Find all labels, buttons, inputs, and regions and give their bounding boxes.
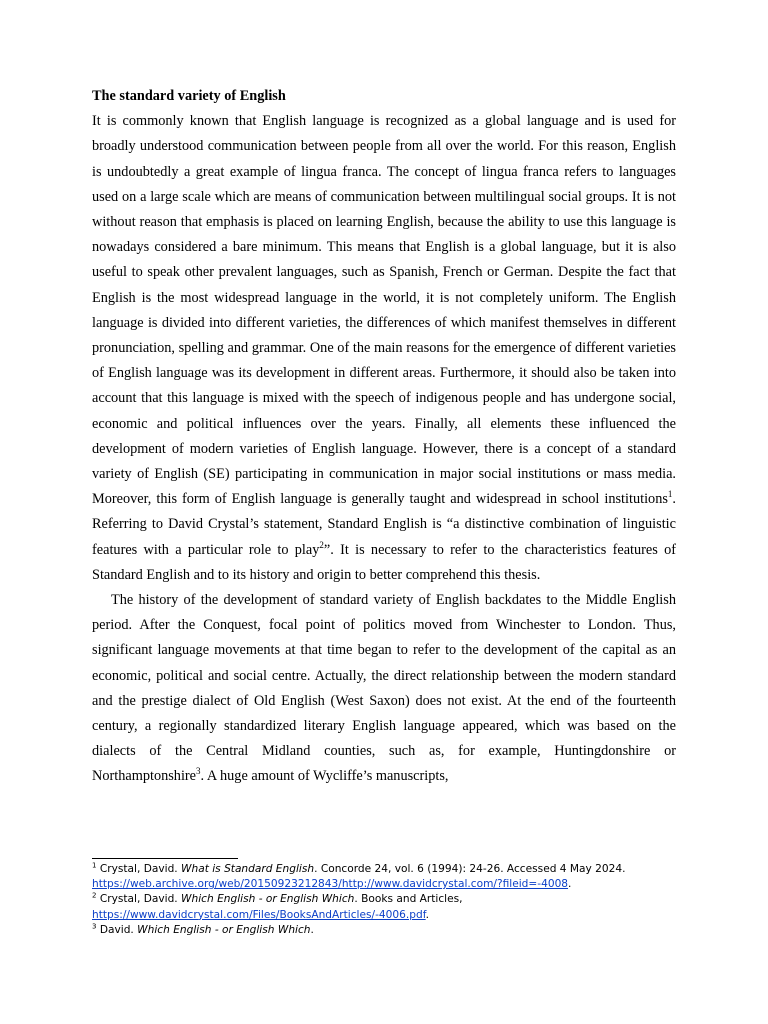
document-body <box>92 84 676 790</box>
footnote-3-title: Which English - or English Which <box>137 923 311 936</box>
paragraph-1-text-b: . Referring to David Crystal’s statement, Standard English is “a distinctive combination of linguistic features with a particular role to play <box>92 491 676 558</box>
footnote-3-author: David. <box>96 923 138 936</box>
footnote-3 <box>92 923 676 938</box>
paragraph-1 <box>92 109 676 588</box>
paragraph-1-text-c: ”. It is necessary to refer to the characteristics features of Standard English and to its history and origin to better comprehend this thesis. <box>92 541 677 583</box>
section-heading: The standard variety of English <box>92 88 286 104</box>
footnotes <box>92 862 676 938</box>
footnote-1-link[interactable]: https://web.archive.org/web/20150923212843/http://www.davidcrystal.com/?fileid=-4008 <box>92 878 569 891</box>
footnote-2-link[interactable]: https://www.davidcrystal.com/Files/BooksAndArticles/-4006.pdf <box>92 908 426 921</box>
footnote-number-1: 1 <box>92 861 97 870</box>
footnote-2 <box>92 892 676 922</box>
footnote-1-tail: . <box>568 878 572 891</box>
footnote-2-tail: . <box>425 908 430 921</box>
footnote-1-details: . Concorde 24, vol. 6 (1994): 24-26. Accessed 4 May 2024. <box>314 863 626 875</box>
footnote-3-details: . <box>310 923 314 936</box>
footnote-1-author: Crystal, David. <box>96 863 182 875</box>
footnote-1-title: What is Standard English <box>181 863 315 875</box>
footnote-ref-3[interactable]: 3 <box>196 766 201 777</box>
paragraph-2 <box>92 588 676 790</box>
footnote-2-details: . Books and Articles, <box>354 893 463 906</box>
footnote-number-2: 2 <box>92 891 97 900</box>
footnote-separator <box>92 858 238 859</box>
footnote-ref-1[interactable]: 1 <box>667 489 673 500</box>
footnote-1 <box>92 862 676 892</box>
paragraph-2-text-b: . A huge amount of Wycliffe’s manuscripts, <box>200 768 449 785</box>
footnote-ref-2[interactable]: 2 <box>319 539 324 550</box>
footnote-number-3: 3 <box>92 922 97 931</box>
footnote-2-author: Crystal, David. <box>96 893 182 906</box>
footnote-2-title: Which English - or English Which <box>181 893 355 906</box>
paragraph-1-text-a: It is commonly known that English language is recognized as a global language and is used for broadly understood communication between people from all over the world. For this reason, English is undoubtedly a great example of lingua franca. The concept of lingua franca refers to languages used on a large scale which are means of communication between multilingual social groups. It is not without reason that emphasis is placed on learning English, because the ability to use this language is nowadays considered a bare minimum. This means that English is a global language, but it is also useful to speak other prevalent languages, such as Spanish, French or German. Despite the fact that English is the most widespread language in the world, it is not completely uniform. The English language is divided into different varieties, the differences of which manifest themselves in different pronunciation, spelling and grammar. One of the main reasons for the emergence of different varieties of English language was its development in different areas. Furthermore, it should also be taken into account that this language is mixed with the speech of indigenous people and has undergone social, economic and political influences over the years. Finally, all elements these influenced the development of modern varieties of English language. However, there is a concept of a standard variety of English (SE) participating in communication in major social institutions or mass media. Moreover, this form of English language is generally taught and widespread in school institutions <box>92 113 676 508</box>
paragraph-2-text-a: The history of the development of standard variety of English backdates to the Middle English period. After the Conquest, focal point of politics moved from Winchester to London. Thus, significant language movements at that time began to refer to the development of the capital as an economic, political and social centre. Actually, the direct relationship between the modern standard and the prestige dialect of Old English (West Saxon) does not exist. At the end of the fourteenth century, a regionally standardized literary English language appeared, which was based on the dialects of the Central Midland counties, such as, for example, Huntingdonshire or Northamptonshire <box>92 592 676 785</box>
